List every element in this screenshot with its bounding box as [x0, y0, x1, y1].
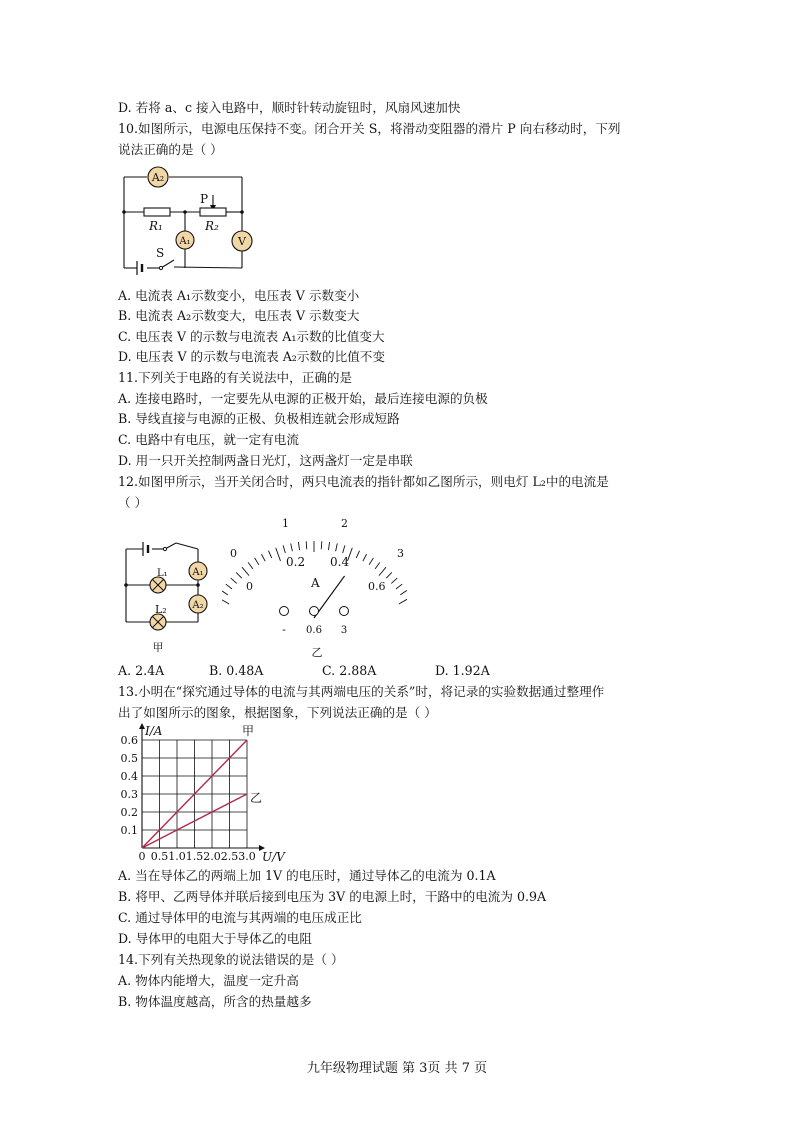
lower-scale-0-4: 0.4: [330, 555, 350, 569]
q12-circuit-jia: [118, 537, 218, 657]
q10-option-d: D. 电压表 V 的示数与电流表 A₂示数的比值不变: [118, 349, 385, 364]
x-axis-label: U/V: [262, 850, 285, 864]
svg-text:R₁: R₁: [149, 219, 163, 233]
q10-stem-line2: 说法正确的是（ ）: [118, 142, 223, 157]
dial-tick: [356, 551, 359, 558]
dial-tick: [363, 554, 367, 561]
svg-text:A₂: A₂: [151, 171, 165, 184]
terminal-3: [340, 607, 349, 616]
q13-stem-line1: 13.小明在“探究通过导体的电流与其两端电压的关系”时，将记录的实验数据通过整理作: [118, 684, 605, 699]
x-tick-label: 1.0: [168, 850, 186, 863]
q11-option-d: D. 用一只开关控制两盏日光灯，这两盏灯一定是串联: [118, 453, 413, 468]
terminal-neg: [280, 607, 289, 616]
dial-tick: [222, 590, 228, 594]
q12-stem-line1: 12.如图甲所示，当开关闭合时，两只电流表的指针都如乙图所示，则电灯 L₂中的电流是: [118, 474, 609, 489]
q12-option-d: D. 1.92A: [435, 663, 490, 678]
dial-tick: [283, 545, 285, 553]
svg-text:V: V: [238, 235, 246, 248]
q13-option-d: D. 导体甲的电阻大于导体乙的电阻: [118, 931, 312, 946]
lower-scale-0: 0: [246, 580, 253, 593]
svg-text:乙: 乙: [311, 646, 323, 658]
upper-scale-2: 2: [341, 517, 348, 530]
svg-text:A₁: A₁: [179, 236, 191, 247]
dial-tick: [375, 562, 380, 568]
q12-option-a: A. 2.4A: [118, 663, 165, 678]
dial-tick: [298, 542, 299, 550]
q11-option-b: B. 导线直接与电源的正极、负极相连就会形成短路: [118, 411, 400, 426]
dial-tick: [276, 548, 281, 561]
upper-scale-0: 0: [230, 547, 237, 560]
y-tick-label: 0.4: [120, 770, 138, 783]
q10-option-a: A. 电流表 A₁示数变小，电压表 V 示数变小: [118, 288, 360, 303]
dial-tick: [369, 558, 373, 565]
upper-scale-3: 3: [397, 547, 404, 560]
q14-option-b: B. 物体温度越高，所含的热量越多: [118, 994, 312, 1009]
dial-tick: [336, 543, 338, 551]
series-label-jia: 甲: [242, 724, 255, 738]
x-tick-label: 2.0: [203, 850, 221, 863]
q14-stem: 14.下列有关热现象的说法错误的是（ ）: [118, 952, 344, 967]
y-tick-label: 0.5: [120, 752, 138, 765]
y-tick-label: 0.1: [120, 824, 138, 837]
dial-tick: [261, 554, 265, 561]
svg-text:L₁: L₁: [157, 568, 168, 579]
unit-label: A: [311, 576, 320, 590]
q9-option-d: D. 若将 a、c 接入电路中，顺时针转动旋钮时，风扇风速加快: [118, 100, 461, 115]
lower-scale-0-6: 0.6: [368, 580, 386, 593]
svg-text:甲: 甲: [152, 641, 164, 654]
q13-stem-line2: 出了如图所示的图象，根据图象，下列说法正确的是（ ）: [118, 705, 437, 720]
x-tick-label: 1.5: [185, 850, 204, 863]
y-tick-label: 0.3: [120, 788, 138, 801]
terminal-0-6: [310, 607, 319, 616]
q10-option-c: C. 电压表 V 的示数与电流表 A₁示数的比值变大: [118, 329, 385, 344]
svg-text:P: P: [200, 192, 209, 206]
lamp-l1: [150, 577, 166, 593]
dial-tick: [268, 551, 271, 558]
dial-tick: [242, 567, 249, 575]
dial-tick: [379, 567, 386, 575]
dial-tick: [386, 572, 392, 578]
svg-text:-: -: [282, 623, 286, 636]
x-tick-label: 0: [138, 850, 146, 863]
dial-tick: [391, 578, 397, 583]
svg-text:3: 3: [340, 625, 348, 636]
dial-tick: [396, 584, 402, 589]
series-label-yi: 乙: [250, 791, 263, 805]
dial-tick: [306, 541, 307, 549]
dial-tick: [399, 597, 407, 604]
resistor-r2: [200, 208, 226, 216]
dial-tick: [255, 558, 259, 565]
q10-option-b: B. 电流表 A₂示数变大，电压表 V 示数变大: [118, 308, 360, 323]
svg-text:S: S: [156, 246, 165, 260]
dial-tick: [321, 541, 322, 549]
q12-ammeter-dial-yi: [222, 513, 407, 658]
dial-tick: [291, 543, 293, 551]
q13-option-b: B. 将甲、乙两导体并联后接到电压为 3V 的电源上时，干路中的电流为 0.9A: [118, 889, 547, 904]
upper-scale-1: 1: [282, 517, 289, 530]
dial-tick: [343, 545, 345, 553]
q13-option-a: A. 当在导体乙的两端上加 1V 的电压时，通过导体乙的电流为 0.1A: [118, 868, 496, 883]
page-footer: 九年级物理试题 第 3页 共 7 页: [306, 1061, 488, 1076]
svg-text:L₂: L₂: [155, 603, 167, 616]
y-tick-label: 0.6: [120, 734, 138, 747]
lower-scale-0-2: 0.2: [286, 555, 306, 569]
q13-option-c: C. 通过导体甲的电流与其两端的电压成正比: [118, 910, 362, 925]
y-tick-label: 0.2: [120, 806, 138, 819]
dial-tick: [231, 578, 237, 583]
x-tick-label: 0.5: [150, 850, 169, 863]
q10-stem-line1: 10.如图所示，电源电压保持不变。闭合开关 S，将滑动变阻器的滑片 P 向右移动时，下列: [118, 121, 621, 136]
svg-text:R₂: R₂: [205, 219, 219, 233]
q10-circuit-diagram: [118, 163, 268, 275]
q11-option-c: C. 电路中有电压，就一定有电流: [118, 432, 299, 447]
x-tick-label: 3.0: [238, 850, 256, 863]
dial-tick: [328, 542, 329, 550]
q11-stem: 11.下列关于电路的有关说法中，正确的是: [118, 370, 353, 385]
dial-tick: [226, 584, 232, 589]
svg-text:A₁: A₁: [192, 567, 204, 578]
dial-tick: [400, 590, 407, 594]
dial-tick: [248, 562, 253, 568]
q14-option-a: A. 物体内能增大，温度一定升高: [118, 973, 299, 988]
q12-option-c: C. 2.88A: [322, 663, 377, 678]
q12-stem-line2: （ ）: [118, 495, 148, 510]
svg-text:A₂: A₂: [192, 600, 204, 611]
dial-tick: [222, 597, 229, 604]
resistor-r1: [144, 208, 170, 216]
dial-tick: [236, 572, 242, 578]
svg-text:0.6: 0.6: [306, 625, 322, 636]
q11-option-a: A. 连接电路时，一定要先从电源的正极开始，最后连接电源的负极: [118, 391, 488, 406]
y-axis-label: I/A: [145, 724, 163, 738]
q12-option-b: B. 0.48A: [209, 663, 264, 678]
lamp-l2: [150, 614, 166, 630]
x-tick-label: 2.5: [220, 850, 239, 863]
q13-iu-graph: [116, 722, 296, 864]
